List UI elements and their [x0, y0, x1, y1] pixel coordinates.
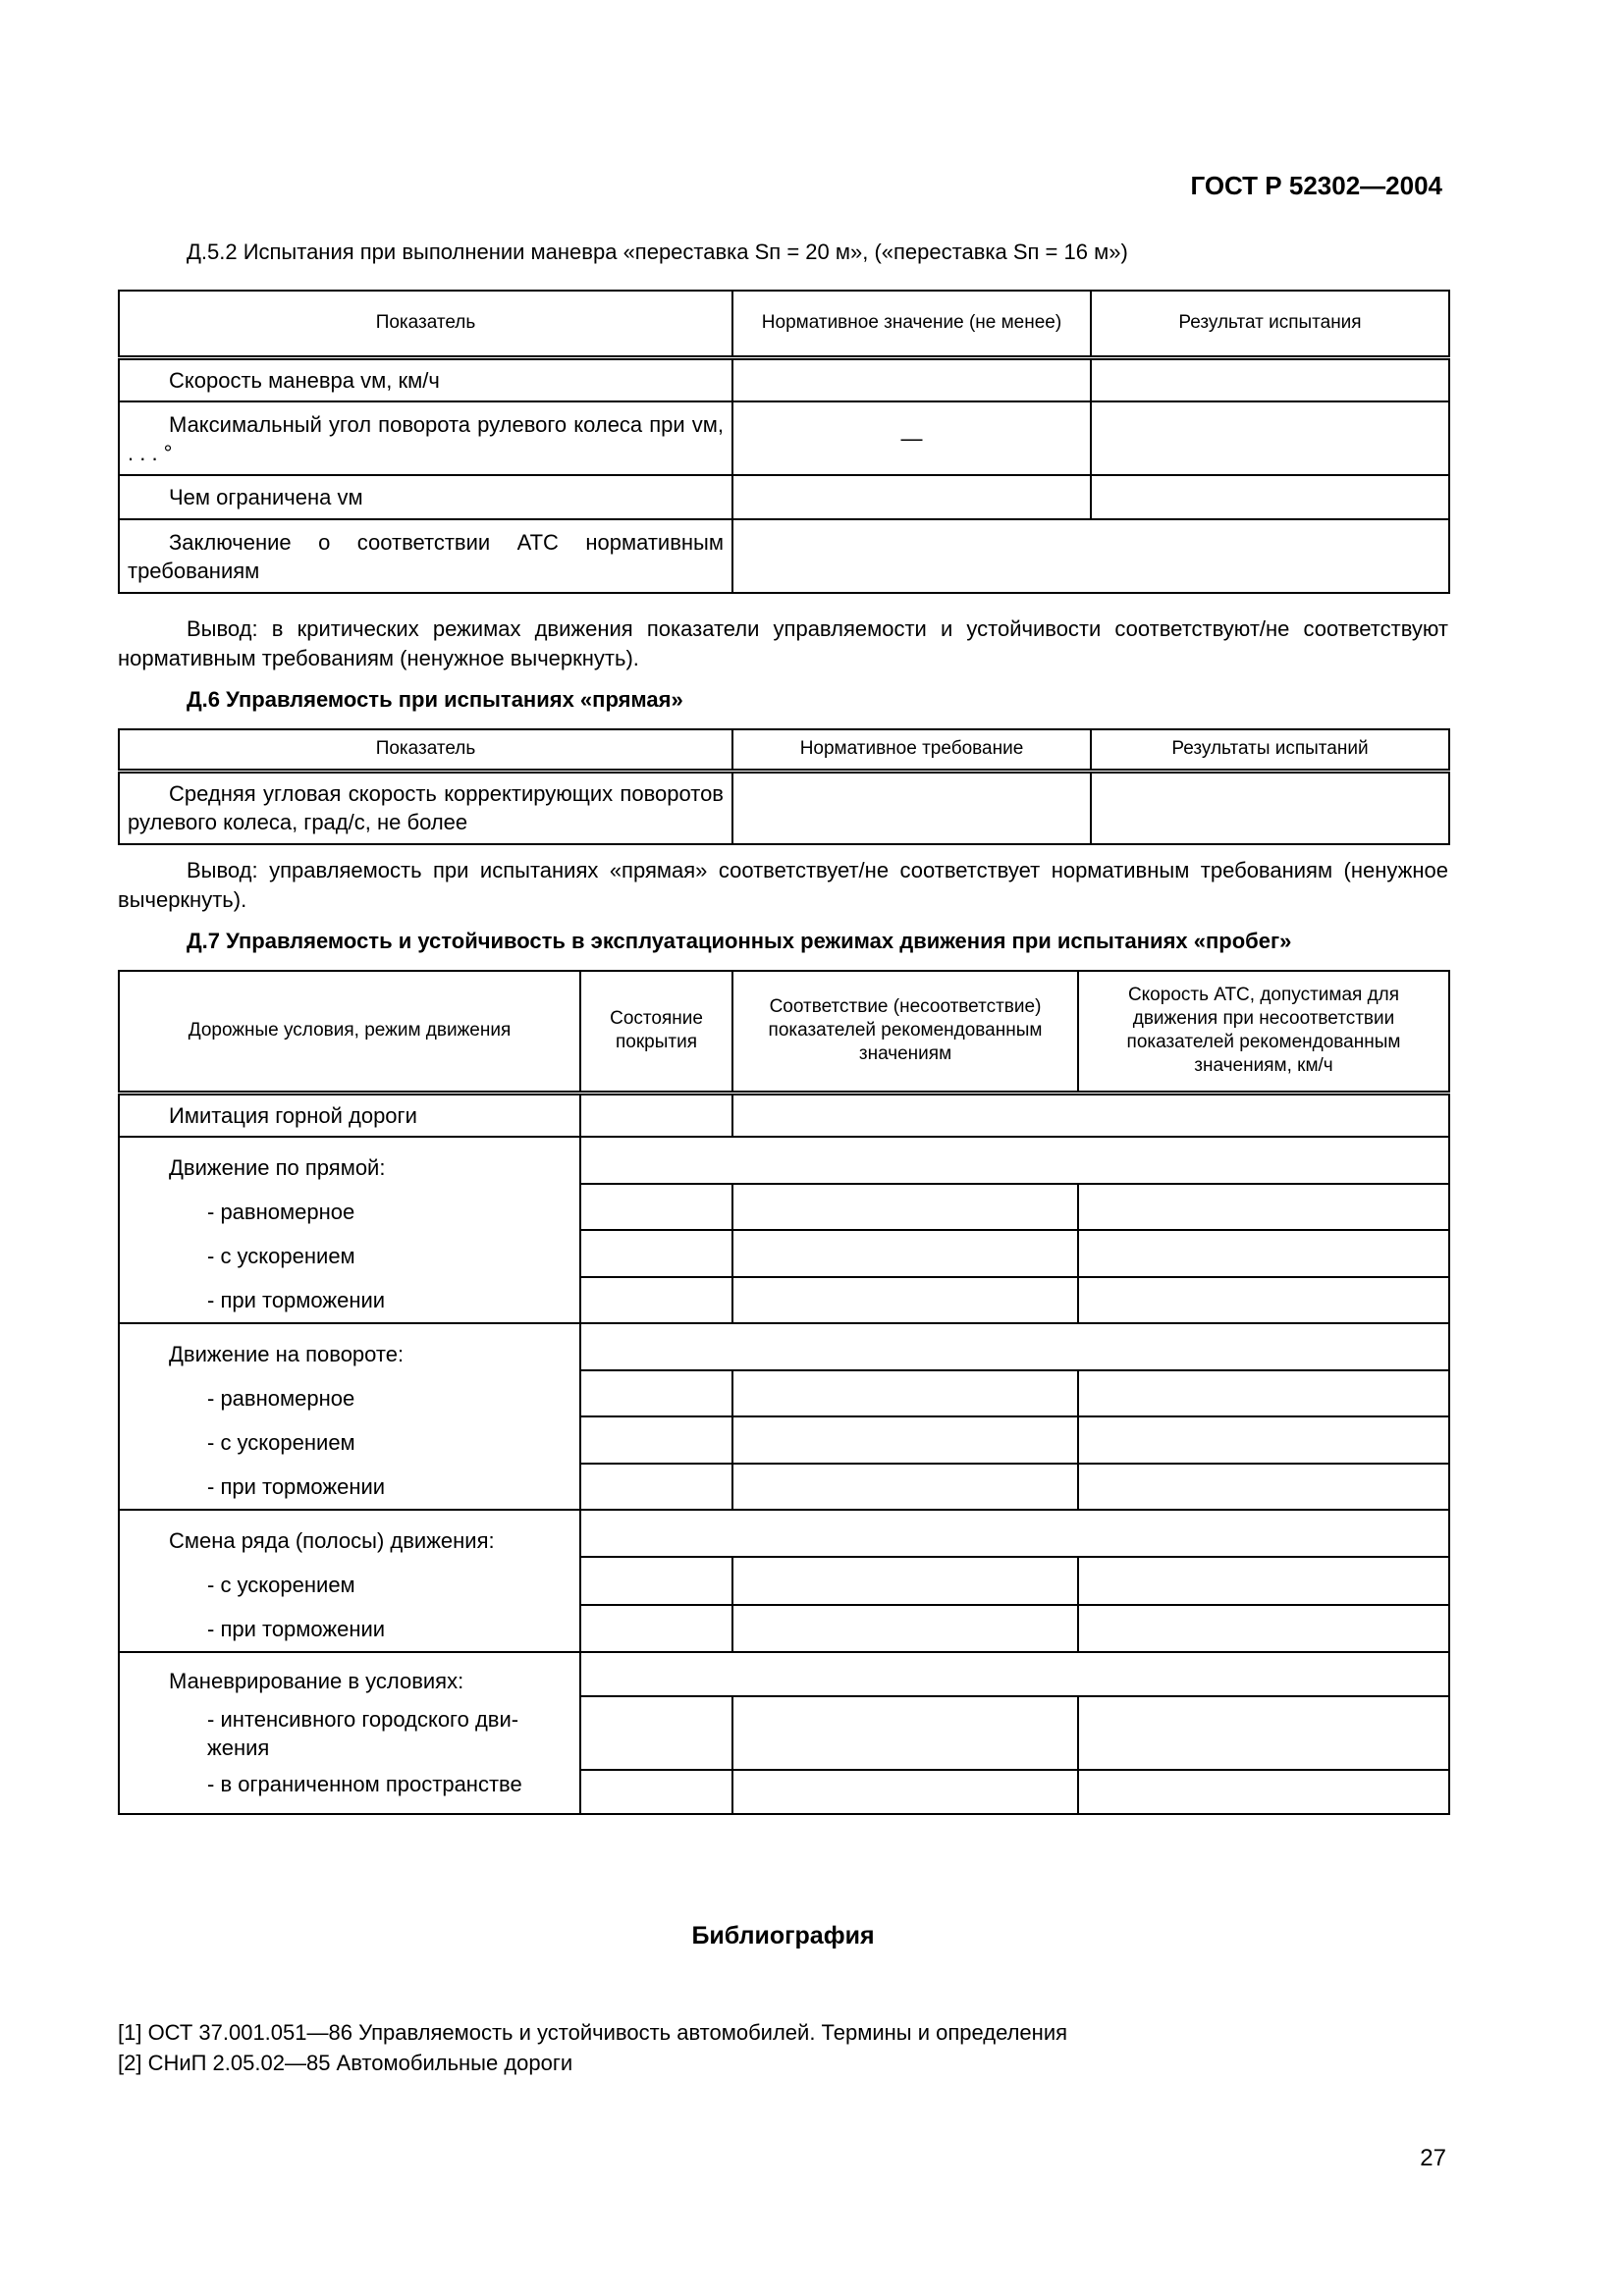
table-row [119, 771, 1449, 844]
empty-cell [732, 1605, 1078, 1652]
table-header-row [119, 971, 1449, 1093]
table-row [119, 1510, 1449, 1557]
road-condition-group [119, 1510, 580, 1652]
empty-cell [732, 1464, 1078, 1511]
empty-cell [580, 1770, 732, 1814]
road-condition-item: - равномерное [207, 1200, 355, 1224]
empty-cell [732, 1184, 1078, 1231]
empty-cell [580, 1230, 732, 1277]
empty-cell [1078, 1184, 1449, 1231]
norm-cell [732, 475, 1091, 519]
road-condition-label: Смена ряда (полосы) движения: [169, 1528, 495, 1553]
norm-cell: — [732, 401, 1091, 475]
empty-cell [732, 1416, 1078, 1464]
column-header: Нормативное значение (не менее) [732, 291, 1091, 357]
road-condition-item: - при торможении [207, 1288, 386, 1312]
column-header: Результат испытания [1091, 291, 1449, 357]
road-condition-item: - с ускорением [207, 1430, 355, 1455]
result-cell [1091, 771, 1449, 844]
road-condition-item: - с ускорением [207, 1244, 355, 1268]
empty-cell [580, 1605, 732, 1652]
norm-cell [732, 357, 1091, 401]
empty-cell [580, 1093, 732, 1137]
indicator-cell: Скорость маневра vм, км/ч [119, 357, 732, 401]
section-d6-title: Д.6 Управляемость при испытаниях «прямая» [187, 687, 683, 712]
table-d6 [118, 728, 1450, 845]
empty-cell [580, 1416, 732, 1464]
road-condition-label: Маневрирование в условиях: [169, 1669, 464, 1693]
empty-cell [732, 1557, 1078, 1604]
empty-cell [580, 1464, 732, 1511]
table-row [119, 1652, 1449, 1696]
table-row [119, 519, 1449, 593]
empty-cell [732, 1370, 1078, 1417]
column-header: Результаты испытаний [1091, 729, 1449, 771]
conclusion-cell [732, 519, 1449, 593]
empty-cell [580, 1323, 1449, 1370]
column-header: Соответствие (несоответствие) показателей рекомендованным значениям [732, 971, 1078, 1093]
section-d6-conclusion: Вывод: управляемость при испытаниях «прямая» соответствует/не соответствует нормативным требованиям (ненужное вычеркнуть). [118, 858, 1448, 912]
table-row [119, 1093, 1449, 1137]
empty-cell [1078, 1464, 1449, 1511]
empty-cell [732, 1770, 1078, 1814]
bibliography-entry: [1] ОСТ 37.001.051—86 Управляемость и устойчивость автомобилей. Термины и определения [118, 2020, 1068, 2045]
road-condition-item: - при торможении [207, 1474, 386, 1499]
table-row [119, 357, 1449, 401]
column-header: Состояние покрытия [580, 971, 732, 1093]
road-condition-item: - в ограниченном пространстве [207, 1772, 522, 1796]
road-condition-group [119, 1323, 580, 1510]
empty-cell [580, 1137, 1449, 1184]
empty-cell [580, 1652, 1449, 1696]
empty-cell [580, 1510, 1449, 1557]
table-row [119, 475, 1449, 519]
table-d7 [118, 970, 1450, 1815]
table-d52 [118, 290, 1450, 594]
empty-cell [580, 1277, 732, 1324]
road-condition-item: - при торможении [207, 1617, 386, 1641]
indicator-cell: Заключение о соответствии АТС нормативным требованиям [119, 519, 732, 593]
road-condition-label: Движение на повороте: [169, 1342, 405, 1366]
empty-cell [732, 1093, 1449, 1137]
norm-cell [732, 771, 1091, 844]
column-header: Скорость АТС, допустимая для движения при несоответствии показателей рекомендованным значениям, км/ч [1078, 971, 1449, 1093]
empty-cell [1078, 1277, 1449, 1324]
empty-cell [1078, 1370, 1449, 1417]
bibliography-entry: [2] СНиП 2.05.02—85 Автомобильные дороги [118, 2051, 573, 2075]
road-condition-group [119, 1652, 580, 1814]
empty-cell [732, 1277, 1078, 1324]
empty-cell [1078, 1557, 1449, 1604]
empty-cell [732, 1696, 1078, 1770]
road-condition-label: Имитация горной дороги [119, 1093, 580, 1137]
empty-cell [1078, 1416, 1449, 1464]
road-condition-group [119, 1137, 580, 1323]
table-row [119, 401, 1449, 475]
empty-cell [1078, 1230, 1449, 1277]
empty-cell [732, 1230, 1078, 1277]
column-header: Показатель [119, 291, 732, 357]
column-header: Нормативное требование [732, 729, 1091, 771]
indicator-cell: Средняя угловая скорость корректирующих поворотов рулевого колеса, град/с, не более [119, 771, 732, 844]
table-header-row [119, 729, 1449, 771]
indicator-cell: Чем ограничена vм [119, 475, 732, 519]
result-cell [1091, 475, 1449, 519]
empty-cell [580, 1184, 732, 1231]
empty-cell [1078, 1605, 1449, 1652]
road-condition-item: - с ускорением [207, 1573, 355, 1597]
empty-cell [580, 1696, 732, 1770]
empty-cell [580, 1370, 732, 1417]
result-cell [1091, 357, 1449, 401]
column-header: Показатель [119, 729, 732, 771]
result-cell [1091, 401, 1449, 475]
section-d52-conclusion: Вывод: в критических режимах движения показатели управляемости и устойчивости соответствуют/не соответствуют нормативным требованиям (ненужное вычеркнуть). [118, 616, 1448, 670]
table-row [119, 1323, 1449, 1370]
section-d7-title: Д.7 Управляемость и устойчивость в эксплуатационных режимах движения при испытаниях «пробег» [187, 929, 1292, 953]
page-number: 27 [1420, 2145, 1446, 2171]
empty-cell [580, 1557, 732, 1604]
road-condition-item: - интенсивного городского дви-жения [207, 1707, 519, 1760]
empty-cell [1078, 1770, 1449, 1814]
standard-number: ГОСТ Р 52302—2004 [1190, 171, 1442, 200]
road-condition-label: Движение по прямой: [169, 1155, 386, 1180]
indicator-cell: Максимальный угол поворота рулевого колеса при vм, . . . ° [119, 401, 732, 475]
table-header-row [119, 291, 1449, 357]
table-row [119, 1137, 1449, 1184]
column-header: Дорожные условия, режим движения [119, 971, 580, 1093]
bibliography-title: Библиография [691, 1922, 875, 1949]
section-d52-caption: Д.5.2 Испытания при выполнении маневра «переставка Sп = 20 м», («переставка Sп = 16 м») [187, 240, 1128, 264]
empty-cell [1078, 1696, 1449, 1770]
road-condition-item: - равномерное [207, 1386, 355, 1411]
